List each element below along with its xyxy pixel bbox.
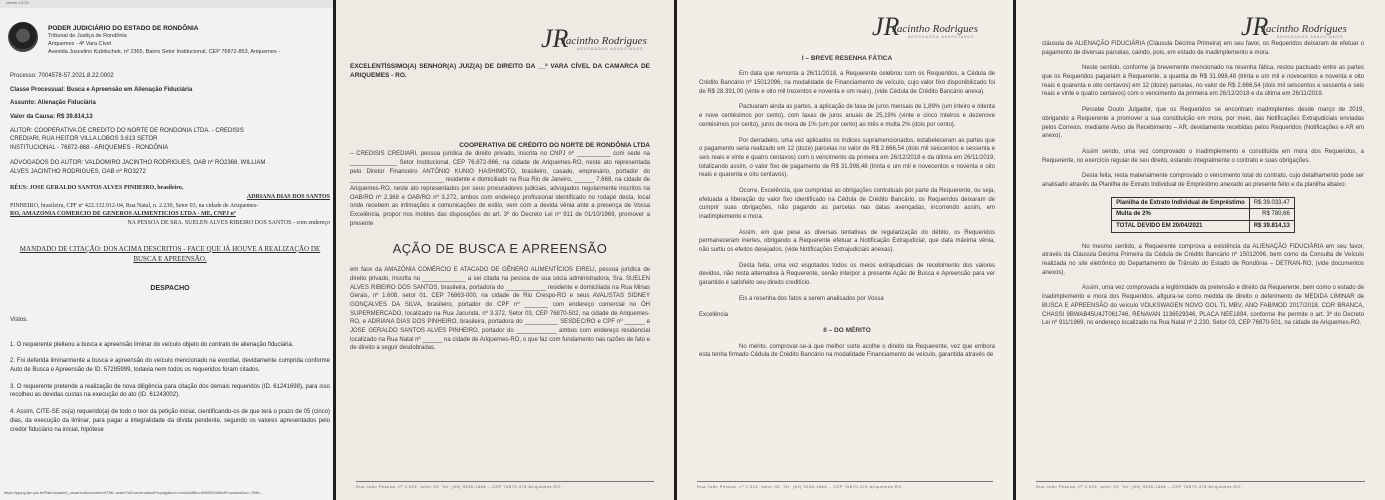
firm-monogram: JR: [872, 12, 900, 41]
petition-text-2: [699, 48, 995, 367]
petition-page-2: [677, 0, 1013, 500]
firm-subtitle: ADVOGADOS ASSOCIADOS: [908, 35, 975, 39]
merit-heading: II – DO MÉRITO: [823, 327, 871, 335]
merit-paragraph-2: Percebe Douto Julgador, que os Requeridos se encontram inadimplentes desde março de 2019, obrigando a Requerente a promover a sua constituição em mora, por meio, das Notificações Extrajudiciais enviadas pelos Correios, mediante Aviso de Recebimento – AR, devidamente recebidas pelos Requeridos (Notificações e AR em anexo).: [1042, 107, 1364, 140]
item-2: 2. Foi deferida liminarmente a busca e apreensão do veículo mencionado na exordial, devidamente cumprida conforme Auto de Busca e Apreensão de ID. 57285999, todavia nem todos os requeridos foram citados.: [10, 358, 330, 374]
lawyers-line-1: ADVOGADOS DO AUTOR: VALDOMIRO JACINTHO RODRIGUES, OAB nº RO2368, WILLIAM: [10, 159, 266, 166]
excelencia-line: Excelência: [699, 311, 729, 318]
table-cell-label: Planilha de Extrato Individual de Empréstimo: [1112, 197, 1250, 209]
vistos-text: Vistos.: [10, 317, 28, 324]
table-cell-value: R$ 780,66: [1249, 209, 1294, 221]
petition-text-1: [350, 62, 650, 360]
despacho-heading: DESPACHO: [150, 284, 190, 292]
merit-paragraph-6: Assim, uma vez comprovada a legitimidade da pretensão e direito da Requerente, bem como o estado de inadimplemento e mora dos Requeridos, afigura-se como medida de direito o deferimento de MEDIDA LIMINAR de BUSCA E APREENSÃO do veículo VOLKSWAGEN NOVO GOL TL MBV, ANO FAB/MOD 2017/2018, COR BRANCA, CHASSI 9BWAB45U4JT061746, RENAVAN 1136529346, PLACA NEE1894, conforme lhe permite o art. 3º do Decreto Lei nº 911/1969, no endereço localizado na Rua Natal nº 2.230, Setor 03, CEP 76870-501, na cidade de Ariquemes-RO.: [1042, 285, 1364, 327]
court-header: [48, 24, 328, 57]
defendants-paragraph: em face da AMAZÔNIA COMÉRCIO E ATACADO DE GÊNERO ALIMENTÍCIOS EIRELI, pessoa jurídica de direito privado, inscrita no _____________ a sei citada na pessoa de sua sócia administradora, Sra. SUELEN ALVES RIBEIRO DOS SANTOS, brasileira, portadora do ____________ residente e domiciliada na Rua Minas Gerais, nº 1.608, setor 01, CEP 76863-000, na cidade de Rio Crespo-RO e seus AVALISTAS SIDNEY GONÇALVES DA SILVA, brasileiro, portador do CPF nº _______ com endereço comercial no ÓH SUPERMERCADO, localizado na Rua Jacundá, nº 3.372, Setor 03, CEP 76870-502, na cidade de Ariquemes-RO, e ADRIANA DIAS DOS PINHEIRO, brasileira, portadora do __________ SESDEC/RO e CPF nº ______ e JOSE GERALDO SANTOS ALVES PINHEIRO, portador do ____________ ambos com endereço residencial localizado na Rua Natal nº ______ na cidade de Ariquemes-RO, o que faz com fundamento nas razões de fato e de direito a seguir desdobradas.: [350, 267, 650, 352]
author-line-2: CREDIARI, RUA HEITOR VILLA LOBOS 3.613 SETOR: [10, 136, 158, 143]
firm-logo: [1241, 8, 1361, 42]
item-3: 3. O requerente pretende a realização de nova diligência para citação dos demais requeridos (ID. 61241698), para isso recolheu as devidas custas na execução do ato (ID. 61243002).: [10, 383, 330, 399]
document-url: https://pjepg.tjro.jus.br/Painel/painel_usuario/documentoHTML.seam?idConversationPropagation=none&idBin=59690408&idProcessoDoc=7656...: [4, 490, 263, 496]
court-address: Avenida Juscelino Kubitschek, nº 2365, Bairro Setor Institucional, CEP 76872-853, Ariquemes -: [48, 49, 281, 56]
court-subtitle-2: Ariquemes - 4ª Vara Cível: [48, 41, 112, 48]
firm-subtitle: ADVOGADOS ASSOCIADOS: [1277, 35, 1344, 39]
firm-name: Jacintho Rodrigues: [892, 23, 978, 35]
debt-table: [1111, 197, 1295, 233]
action-title: AÇÃO DE BUSCA E APREENSÃO: [392, 241, 608, 257]
table-cell-label: Multa de 2%: [1112, 209, 1250, 221]
cooperative-heading: COOPERATIVA DE CRÉDITO DO NORTE DE RONDÔNIA LTDA: [459, 141, 650, 149]
firm-subtitle: ADVOGADOS ASSOCIADOS: [577, 47, 644, 51]
addressing-line: EXCELENTÍSSIMO(A) SENHOR(A) JUIZ(A) DE DIREITO DA __ª VARA CÍVEL DA CAMARCA DE ARIQUEMES - RO.: [350, 63, 650, 80]
table-row: [1112, 209, 1295, 221]
petition-page-1: [336, 0, 674, 500]
facts-paragraph-7: Eis a resenha dos fatos a serem analisados por Vossa: [739, 295, 884, 302]
table-row: [1112, 221, 1295, 233]
court-body: [10, 72, 330, 434]
merit-paragraph-1: Neste sentido, conforme já brevemente mencionado na resenha fática, restou pactuado entre as partes que os Requeridos pagariam à Requerente, a quantia de R$ 31.998,48 (trinta e um mil e novecentos e noventa e oito reais e quarenta e oito centavos) em 12 (doze) parcelas, no valor de R$ 2.666,54 (dois mil seiscentos e sessenta e seis reais e vinte e quatro centavos) com o vencimento da primeira em 26/12/2018 e da última em 26/11/2019.: [1042, 65, 1364, 98]
petition-page-3: [1016, 0, 1385, 500]
court-crest-icon: [8, 22, 38, 52]
firm-footer: Rua João Pessoa, nº 2.524, setor 03, Tel: (69) 3536-1866 – CEP 76870-476 Ariquemes-RO.: [356, 481, 654, 490]
firm-name: Jacintho Rodrigues: [561, 35, 647, 47]
court-title: PODER JUDICIÁRIO DO ESTADO DE RONDÔNIA: [48, 25, 199, 32]
facts-paragraph-6: Desta feita, uma vez esgotados todos os meios extrajudiciais de recebimento dos valores devidos, não resta alternativa à Requerente, senão interpor a presente Ação de Busca e Apreensão para ver garantido e satisfeito seu direito creditício.: [699, 262, 995, 287]
firm-footer: Rua João Pessoa, nº 2.524, setor 03, Tel: (69) 3536-1866 – CEP 76870-476 Ariquemes-RO.: [1036, 481, 1365, 490]
merit-paragraph: No mérito, comprovar-se-á que melhor sorte acolhe o direito da Requerente, vez que embora esta tenha firmado Cédula de Crédito Bancário na modalidade Financiamento de veículo, garantida através de: [699, 343, 995, 359]
facts-paragraph-2: Pactuaram ainda as partes, a aplicação de taxa de juros mensais de 1,89% (um inteiro e oitenta e nove centésimos por cento), com taxas de juros anuais de 25,19% (vinte e cinco inteiros e dezenove centésimos por cento), juros de mora de 1% (um por cento) ao mês e multa 2% (dois por cento).: [699, 104, 995, 128]
process-subject: Assunto: Alienação Fiduciária: [10, 100, 96, 107]
merit-paragraph-0: cláusula de ALIENAÇÃO FIDUCIÁRIA (Cláusula Décima Primeira) em seu favor, os Requeridos deixaram de efetuar o pagamento de diversas parcelas, caindo, pois, em estado de inadimplemento e mora.: [1042, 41, 1364, 56]
firm-monogram: JR: [1241, 12, 1269, 41]
court-document-page: [0, 0, 333, 500]
item-4: 4. Assim, CITE-SE os(a) requerido(a) de todo o teor da petição inicial, cientificando-os de que terá o prazo de 05 (cinco) dias, da execução da liminar, para pagar a integralidade da dívida pendente, segundo os valores apresentados pelo credor fiduciário na inicial, hipótese: [10, 409, 330, 433]
defendants-line-4: RO, AMAZONIA COMERCIO DE GENEROS ALIMENTICIOS LTDA - ME, CNPJ nº: [10, 211, 236, 218]
merit-paragraph-3: Assim sendo, uma vez comprovado o inadimplemento e constituída em mora dos Requeridos, a Requerente, no exercício regular de seu direito, estando integralmente o contrato e suas obrigações.: [1042, 148, 1364, 164]
facts-paragraph-3: Por derradeiro, uma vez aplicados os índices supramencionados, estabeleceram as partes que o pagamento seria realizado em 12 (doze) parcelas no valor de R$ 2.666,54 (dois mil seiscentos e sessenta e seis reais e vinte e quatro centavos) com o vencimento da primeira em 26/12/2018 e da última em 26/11/2019, totalizando assim, o valor fixo de pagamento de R$ 31.998,48 (trinta e um mil e novecentos e noventa e oito reais e quarenta e oito centavos).: [699, 137, 995, 179]
firm-footer: Rua João Pessoa, nº 2.524, setor 03, Tel: (69) 3536-1866 – CEP 76870-476 Ariquemes-RO.: [697, 481, 993, 490]
merit-paragraph-4: Desta feita, resta materialmente comprovado o vencimento total do contrato, cujo detalhamento pode ser analisado através da Planilha de Extrato Individual de Empréstimo anexado ao presente feito e da planilha abaixo:: [1042, 173, 1364, 188]
firm-logo: [541, 20, 661, 54]
facts-heading: I – BREVE RESENHA FÁTICA: [801, 55, 893, 62]
facts-paragraph-5: Assim, em que pese as diversas tentativas de regularização do débito, os Requeridos permaneceram inertes, obrigando a Requerente efetuar a Notificação Extrajudicial, que data máxima vênia, não surtiu os efeitos desejados, (vide Notificações Extrajudiciais anexas).: [699, 229, 995, 254]
court-subtitle: Tribunal de Justiça de Rondônia: [48, 33, 127, 40]
defendants-line-3: PINHEIRO, brasileira, CPF nº 422.332.912-04, Rua Natal, n. 2.230, Setor 03, na cidade de Ariquemes-: [10, 202, 259, 209]
browser-top-strip: viewer 13:32: [0, 0, 333, 8]
cooperative-paragraph: – CREDISIS CREDIARI, pessoa jurídica de direito privado, inscrita no CNPJ nº __________ com sede na ______________ Setor Institucional, CEP 76.872-866, na cidade de Ariquemes-RO, neste ato representada pelo Diretor Financeiro ANTÔNIO KUNIO HASHIMOTO, brasileiro, casado, empresário, portador do ____________________________ residente e domiciliado na Rua Rio de Janeiro, ______ 7.668, na cidade de Ariquemes-RO, neste ato representados por seus procuradores judiciais, advogados regularmente inscritos na OAB/RO nº 2.368 e OAB/RO nº 3.272, ambos com endereço profissional identificado no rodapé desta, local onde recebem as intimações e comunicações de estilo, vem com a devida vênia ante a presença de Vossa Excelência, propor nos moldes das disposições do art. 3º do Decreto Lei nº 911 de 01/10/1969, promover a presente: [350, 151, 650, 227]
item-1: 1. O requerente pleiteou a busca e apreensão liminar do veículo objeto do contrato de alienação fiduciária.: [10, 341, 294, 348]
table-cell-value: R$ 39.033,47: [1249, 197, 1294, 209]
defendants-line-1: RÉUS: JOSE GERALDO SANTOS ALVES PINHEIRO, brasileiro,: [10, 185, 184, 192]
author-line-1: AUTOR: COOPERATIVA DE CREDITO DO NORTE DE RONDONIA LTDA. - CREDISIS: [10, 127, 244, 134]
firm-monogram: JR: [541, 24, 569, 53]
process-value: Valor da Causa: R$ 39.814,13: [10, 114, 93, 121]
author-line-3: INSTITUCIONAL - 76872-868 - ARIQUEMES - RONDÔNIA: [10, 145, 169, 152]
citation-notice: MANDADO DE CITAÇÃO: DOS ACIMA DESCRITOS - FACE QUE JÁ HOUVE A REALIZAÇÃO DE BUSCA E APREENSÃO.: [19, 244, 321, 263]
process-number: Processo: 7004578-57.2021.8.22.0002: [10, 73, 114, 79]
firm-logo: [872, 8, 992, 42]
defendants-line-5: NA PESSOA DE SRA. SUELEN ALVES RIBEIRO DOS SANTOS - com endereço: [127, 219, 330, 226]
merit-paragraph-5: No mesmo sentido, a Requerente comprova a existência da ALIENAÇÃO FIDUCIÁRIA em seu favor, através da Cláusula Décima Primeira da Cédula de Crédito Bancário nº 15012096, bem como da Consulta de Veículo realizada no site eletrônico do Departamento de Trânsito do Estado de Rondônia – DETRAN-RO, (vide documentos anexos).: [1042, 243, 1364, 276]
table-cell-value: R$ 39.814,13: [1249, 221, 1294, 233]
defendants-line-2: ADRIANA DIAS DOS SANTOS: [246, 193, 330, 200]
lawyers-line-2: ALVES JACINTHO RODRIGUES, OAB nº RO3272: [10, 168, 146, 175]
table-row: [1112, 197, 1295, 209]
process-class: Classe Processual: Busca e Apreensão em Alienação Fiduciária: [10, 86, 193, 93]
table-cell-label: TOTAL DEVIDO EM 20/04/2021: [1112, 221, 1250, 233]
firm-name: Jacintho Rodrigues: [1261, 23, 1347, 35]
petition-text-3: [1042, 40, 1364, 335]
facts-paragraph-1: Em data que remonta a 26/11/2018, a Requerente celebrou com os Requeridos, a Cédula de Crédito Bancário nº 15012096, na modalidade de Financiamento de veículo, cujo valor fixo disponibilizado foi de R$ 28.391,00 (vinte e oito mil trezentos e noventa e um reais), (vide Cédula de Crédito Bancário anexa).: [699, 71, 995, 95]
facts-paragraph-4: Ocorre, Excelência, que cumpridas as obrigações contratuais por parte da Requerente, ou seja, efetuada a liberação do valor fixo identificado na Cédula de Crédito Bancário, os Requeridos deixaram de cumprir suas obrigações, não pagando as parcelas nas datas avençadas, incorrendo assim, em inadimplemento e mora.: [699, 187, 995, 221]
